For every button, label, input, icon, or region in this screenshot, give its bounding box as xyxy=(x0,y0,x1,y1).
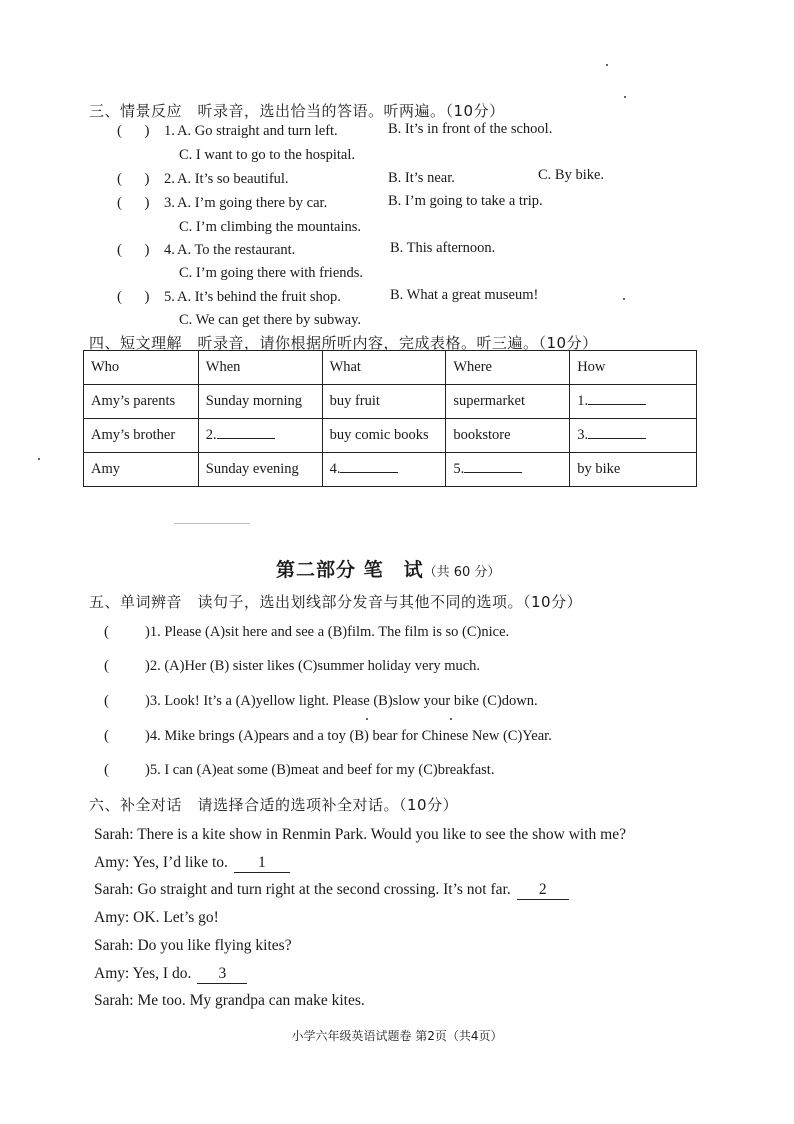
table-row xyxy=(84,453,697,487)
option-a: A. It’s behind the fruit shop. xyxy=(177,289,341,305)
blank-cell[interactable] xyxy=(446,453,570,487)
header-what: What xyxy=(322,351,446,385)
table-row xyxy=(84,419,697,453)
option-a: A. Go straight and turn left. xyxy=(177,123,338,139)
table-cell: Amy xyxy=(84,453,199,487)
scan-speck xyxy=(450,718,452,720)
dialog-answer-blank[interactable]: 3 xyxy=(197,965,247,984)
section4-title: 四、短文理解 听录音，请你根据所听内容，完成表格。听三遍。（10分） xyxy=(89,334,598,352)
phonics-question-4: )4. Mike brings (A)pears and a toy (B) bear for Chinese New (C)Year. xyxy=(145,728,552,744)
blank-number: 5. xyxy=(453,461,465,477)
phonics-question-3: )3. Look! It’s a (A)yellow light. Please (B)slow your bike (C)down. xyxy=(145,693,538,709)
answer-paren[interactable]: ( ) xyxy=(117,289,150,305)
option-a: A. I’m going there by car. xyxy=(177,195,328,211)
answer-blank[interactable] xyxy=(464,472,522,473)
section6-title: 六、补全对话 请选择合适的选项补全对话。（10分） xyxy=(89,796,459,814)
scan-smudge xyxy=(174,523,250,524)
option-a: A. To the restaurant. xyxy=(177,242,296,258)
dialog-line xyxy=(94,937,292,955)
answer-blank[interactable] xyxy=(340,472,398,473)
answer-blank[interactable] xyxy=(588,438,646,439)
dialog-text: Amy: Yes, I do. xyxy=(94,965,192,982)
dialog-text: Sarah: Go straight and turn right at the second crossing. It’s not far. xyxy=(94,881,511,898)
phonics-question-2: )2. (A)Her (B) sister likes (C)summer holiday very much. xyxy=(145,658,481,674)
option-c: C. By bike. xyxy=(538,167,605,183)
table-row xyxy=(84,385,697,419)
dialog-text: Sarah: Me too. My grandpa can make kites. xyxy=(94,992,365,1009)
page-footer: 小学六年级英语试题卷 第2页（共4页） xyxy=(291,1029,503,1043)
option-a: A. It’s so beautiful. xyxy=(177,171,289,187)
blank-number: 2. xyxy=(205,427,217,443)
option-c: C. We can get there by subway. xyxy=(179,312,362,328)
dialog-answer-blank[interactable]: 1 xyxy=(234,854,290,873)
dialog-text: Amy: OK. Let’s go! xyxy=(94,909,219,926)
table-cell: supermarket xyxy=(446,385,570,419)
blank-number: 4. xyxy=(329,461,341,477)
answer-paren[interactable]: ( xyxy=(104,762,136,778)
answer-paren[interactable]: ( ) xyxy=(117,242,150,258)
option-b: B. I’m going to take a trip. xyxy=(388,193,543,209)
blank-number: 1. xyxy=(577,393,589,409)
listening-table xyxy=(83,350,697,487)
option-c: C. I want to go to the hospital. xyxy=(179,147,355,163)
answer-paren[interactable]: ( ) xyxy=(117,195,150,211)
header-when: When xyxy=(198,351,322,385)
section5-title: 五、单词辨音 读句子，选出划线部分发音与其他不同的选项。（10分） xyxy=(89,593,583,611)
table-header-row xyxy=(84,351,697,385)
phonics-question-5: )5. I can (A)eat some (B)meat and beef for my (C)breakfast. xyxy=(145,762,495,778)
part2-heading xyxy=(276,555,500,582)
dialog-text: Sarah: Do you like flying kites? xyxy=(94,937,292,954)
section3-title: 三、情景反应 听录音，选出恰当的答语。听两遍。（10分） xyxy=(89,102,505,120)
table-cell: buy fruit xyxy=(322,385,446,419)
dialog-line xyxy=(94,909,219,927)
blank-cell[interactable] xyxy=(198,419,322,453)
table-cell: bookstore xyxy=(446,419,570,453)
answer-blank[interactable] xyxy=(217,438,275,439)
option-b: B. What a great museum! xyxy=(390,287,539,303)
question-number: 4. xyxy=(164,242,175,258)
blank-number: 3. xyxy=(577,427,589,443)
header-who: Who xyxy=(84,351,199,385)
header-where: Where xyxy=(446,351,570,385)
scan-speck xyxy=(606,64,608,66)
part2-subtitle: （共 60 分） xyxy=(423,565,501,580)
dialog-line xyxy=(94,854,290,873)
table-cell: by bike xyxy=(570,453,697,487)
dialog-text: Sarah: There is a kite show in Renmin Park. Would you like to see the show with me? xyxy=(94,826,626,843)
question-number: 5. xyxy=(164,289,175,305)
answer-blank[interactable] xyxy=(588,404,646,405)
option-b: B. This afternoon. xyxy=(390,240,496,256)
table-cell: Sunday evening xyxy=(198,453,322,487)
dialog-line xyxy=(94,992,365,1010)
option-b: B. It’s near. xyxy=(388,170,455,186)
table-cell: Amy’s brother xyxy=(84,419,199,453)
option-b: B. It’s in front of the school. xyxy=(388,121,553,137)
dialog-answer-blank[interactable]: 2 xyxy=(517,881,569,900)
blank-cell[interactable] xyxy=(570,419,697,453)
dialog-line xyxy=(94,881,569,900)
table-cell: Sunday morning xyxy=(198,385,322,419)
blank-cell[interactable] xyxy=(570,385,697,419)
table-cell: buy comic books xyxy=(322,419,446,453)
question-number: 2. xyxy=(164,171,175,187)
answer-paren[interactable]: ( xyxy=(104,658,136,674)
question-number: 1. xyxy=(164,123,175,139)
answer-paren[interactable]: ( ) xyxy=(117,123,150,139)
dialog-line xyxy=(94,965,247,984)
part2-title: 第二部分 笔 试 xyxy=(276,559,424,581)
question-number: 3. xyxy=(164,195,175,211)
phonics-question-1: )1. Please (A)sit here and see a (B)film. The film is so (C)nice. xyxy=(145,624,510,640)
answer-paren[interactable]: ( xyxy=(104,624,136,640)
answer-paren[interactable]: ( xyxy=(104,728,136,744)
dialog-line xyxy=(94,826,626,844)
scan-speck xyxy=(624,96,626,98)
answer-paren[interactable]: ( xyxy=(104,693,136,709)
scan-speck xyxy=(366,718,368,720)
dialog-text: Amy: Yes, I’d like to. xyxy=(94,854,228,871)
option-c: C. I’m climbing the mountains. xyxy=(179,219,362,235)
header-how: How xyxy=(570,351,697,385)
table-cell: Amy’s parents xyxy=(84,385,199,419)
answer-paren[interactable]: ( ) xyxy=(117,171,150,187)
option-c: C. I’m going there with friends. xyxy=(179,265,364,281)
blank-cell[interactable] xyxy=(322,453,446,487)
scan-speck xyxy=(623,298,625,300)
scan-speck xyxy=(38,458,40,460)
